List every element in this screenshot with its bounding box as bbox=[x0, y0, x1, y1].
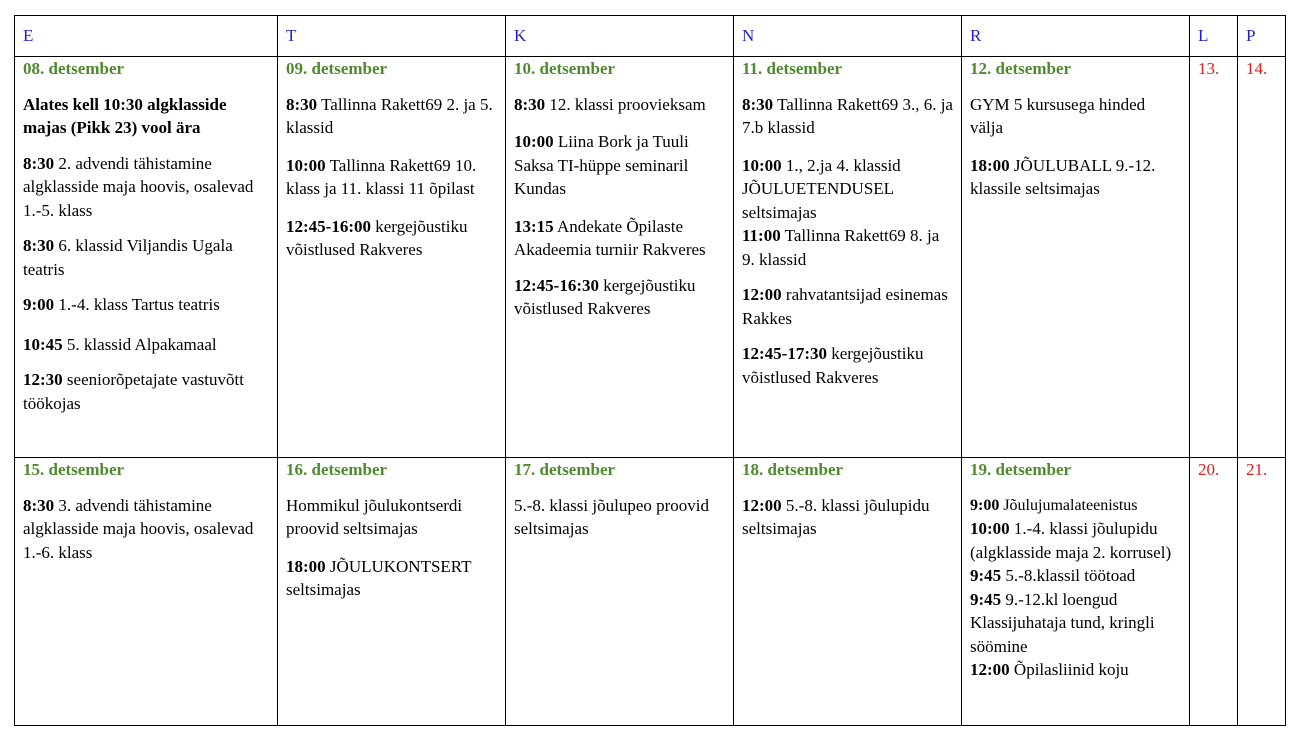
event-time: 10:00 bbox=[286, 155, 326, 175]
event bbox=[286, 154, 497, 201]
event-text: kergejõustiku võistlused Rakveres bbox=[286, 216, 468, 259]
event-text: kergejõustiku võistlused Rakveres bbox=[742, 344, 924, 387]
event-text: GYM 5 kursusega hinded välja bbox=[970, 94, 1146, 137]
event-time: 12:45-17:30 bbox=[742, 344, 827, 363]
event bbox=[742, 154, 953, 225]
event bbox=[514, 215, 725, 262]
event bbox=[23, 234, 269, 281]
event-text: Liina Bork ja Tuuli Saksa TI-hüppe seminaril Kundas bbox=[514, 132, 689, 198]
week-row-1 bbox=[15, 57, 1286, 458]
day-cell-20 bbox=[1190, 458, 1238, 726]
event-text: 6. klassid Viljandis Ugala teatris bbox=[23, 236, 233, 279]
day-cell-21 bbox=[1238, 458, 1286, 726]
event bbox=[970, 93, 1181, 140]
event-time: 18:00 bbox=[286, 556, 326, 576]
event-time: 12:00 bbox=[742, 495, 782, 515]
day-date: 16. detsember bbox=[286, 460, 388, 479]
event-time: 8:30 bbox=[23, 153, 55, 173]
event-text: 1., 2.ja 4. klassid JÕULUETENDUSEL seltsimajas bbox=[742, 155, 901, 222]
event-text: Tallinna Rakett69 2. ja 5. klassid bbox=[286, 94, 493, 137]
event-time: 8:30 bbox=[514, 94, 546, 114]
event bbox=[23, 368, 269, 415]
event-text: 5.-8.klassil töötoad bbox=[1001, 566, 1136, 585]
event bbox=[514, 130, 725, 201]
event-text: kergejõustiku võistlused Rakveres bbox=[514, 275, 696, 318]
event-text: seeniorõpetajate vastuvõtt töökojas bbox=[23, 370, 244, 413]
header-friday: R bbox=[962, 16, 1190, 57]
event-text: 2. advendi tähistamine algklasside maja hoovis, osalevad 1.-5. klass bbox=[23, 153, 254, 220]
day-cell-11 bbox=[734, 57, 962, 458]
day-date: 14. bbox=[1246, 59, 1268, 78]
day-date: 18. detsember bbox=[742, 460, 844, 479]
day-cell-12 bbox=[962, 57, 1190, 458]
day-date: 19. detsember bbox=[970, 460, 1072, 479]
day-cell-10 bbox=[506, 57, 734, 458]
event-time: 12:30 bbox=[23, 370, 63, 389]
event bbox=[742, 283, 953, 330]
event bbox=[970, 517, 1181, 564]
header-tuesday: T bbox=[278, 16, 506, 57]
header-saturday: L bbox=[1190, 16, 1238, 57]
event-text: Tallinna Rakett69 10. klass ja 11. klassi 11 õpilast bbox=[286, 155, 477, 198]
event-time: 9:45 bbox=[970, 589, 1002, 609]
event bbox=[970, 494, 1181, 518]
day-cell-09 bbox=[278, 57, 506, 458]
event-text: 5. klassid Alpakamaal bbox=[62, 334, 217, 354]
event bbox=[514, 494, 725, 541]
event-text: Tallinna Rakett69 3., 6. ja 7.b klassid bbox=[742, 94, 953, 137]
event-text: Õpilasliinid koju bbox=[1009, 660, 1129, 679]
weekday-header-row bbox=[15, 16, 1286, 57]
day-date: 08. detsember bbox=[23, 59, 125, 78]
week-row-2 bbox=[15, 458, 1286, 726]
event-text: Jõulujumalateenistus bbox=[999, 496, 1138, 514]
day-cell-18 bbox=[734, 458, 962, 726]
event-time: 10:00 bbox=[742, 155, 782, 175]
event-text: JÕULUBALL 9.-12. klassile seltsimajas bbox=[970, 155, 1156, 198]
event bbox=[286, 93, 497, 140]
day-date: 13. bbox=[1198, 59, 1220, 78]
day-date: 11. detsember bbox=[742, 59, 843, 78]
event-time: 8:30 bbox=[23, 236, 55, 255]
event-text: 9.-12.kl loengud Klassijuhataja tund, kringli söömine bbox=[970, 589, 1155, 656]
event-time: 18:00 bbox=[970, 155, 1010, 175]
event-text: JÕULUKONTSERT seltsimajas bbox=[286, 556, 472, 599]
event-time: 10:00 bbox=[514, 132, 554, 151]
event bbox=[23, 494, 269, 565]
event-time: 13:15 bbox=[514, 216, 554, 236]
event-time: 12:00 bbox=[970, 660, 1010, 679]
event-text: 1.-4. klassi jõulupidu (algklasside maja 2. korrusel) bbox=[970, 519, 1172, 562]
day-cell-14 bbox=[1238, 57, 1286, 458]
event bbox=[742, 342, 953, 389]
event-text: 3. advendi tähistamine algklasside maja hoovis, osalevad 1.-6. klass bbox=[23, 495, 254, 562]
day-date: 21. bbox=[1246, 460, 1268, 479]
event bbox=[23, 152, 269, 223]
event-time: 10:00 bbox=[970, 519, 1010, 538]
event-time: 12:45-16:00 bbox=[286, 216, 371, 236]
day-cell-08 bbox=[15, 57, 278, 458]
event-text: rahvatantsijad esinemas Rakkes bbox=[742, 285, 948, 328]
event bbox=[970, 658, 1181, 682]
event-time: 12:45-16:30 bbox=[514, 275, 599, 295]
event bbox=[286, 215, 497, 262]
day-date: 17. detsember bbox=[514, 460, 616, 479]
event-time: 11:00 bbox=[742, 226, 781, 245]
event bbox=[514, 93, 725, 117]
day-cell-19 bbox=[962, 458, 1190, 726]
event-time: 8:30 bbox=[742, 94, 774, 114]
day-date: 10. detsember bbox=[514, 59, 616, 78]
event bbox=[742, 224, 953, 271]
notice: Alates kell 10:30 algklasside majas (Pikk 23) vool ära bbox=[23, 94, 227, 137]
event-text: 1.-4. klass Tartus teatris bbox=[54, 295, 220, 314]
day-cell-13 bbox=[1190, 57, 1238, 458]
event bbox=[742, 494, 953, 541]
header-wednesday: K bbox=[506, 16, 734, 57]
event-time: 8:30 bbox=[286, 94, 318, 114]
event-text: Tallinna Rakett69 8. ja 9. klassid bbox=[742, 226, 940, 269]
event-time: 9:45 bbox=[970, 566, 1002, 585]
day-cell-17 bbox=[506, 458, 734, 726]
day-cell-16 bbox=[278, 458, 506, 726]
event bbox=[970, 564, 1181, 588]
event-time: 12:00 bbox=[742, 285, 782, 304]
header-monday: E bbox=[15, 16, 278, 57]
day-date: 09. detsember bbox=[286, 59, 388, 78]
day-date: 20. bbox=[1198, 460, 1220, 479]
event-text: 5.-8. klassi jõulupeo proovid seltsimajas bbox=[514, 495, 710, 538]
day-date: 12. detsember bbox=[970, 59, 1072, 78]
event bbox=[970, 154, 1181, 201]
event-text: Hommikul jõulukontserdi proovid seltsimajas bbox=[286, 495, 463, 538]
event-text: Andekate Õpilaste Akadeemia turniir Rakveres bbox=[514, 216, 706, 259]
event-text: 5.-8. klassi jõulupidu seltsimajas bbox=[742, 495, 930, 538]
event-time: 10:45 bbox=[23, 334, 63, 354]
calendar-table bbox=[14, 15, 1286, 726]
event bbox=[742, 93, 953, 140]
day-date: 15. detsember bbox=[23, 460, 125, 479]
event bbox=[23, 333, 269, 357]
event-text: 12. klassi proovieksam bbox=[545, 94, 706, 114]
event bbox=[514, 274, 725, 321]
event-time: 9:00 bbox=[970, 496, 1000, 514]
event-time: 8:30 bbox=[23, 495, 55, 515]
event bbox=[286, 494, 497, 541]
header-thursday: N bbox=[734, 16, 962, 57]
event bbox=[970, 588, 1181, 659]
event bbox=[23, 293, 269, 317]
event bbox=[286, 555, 497, 602]
day-cell-15 bbox=[15, 458, 278, 726]
event-time: 9:00 bbox=[23, 295, 55, 314]
header-sunday: P bbox=[1238, 16, 1286, 57]
